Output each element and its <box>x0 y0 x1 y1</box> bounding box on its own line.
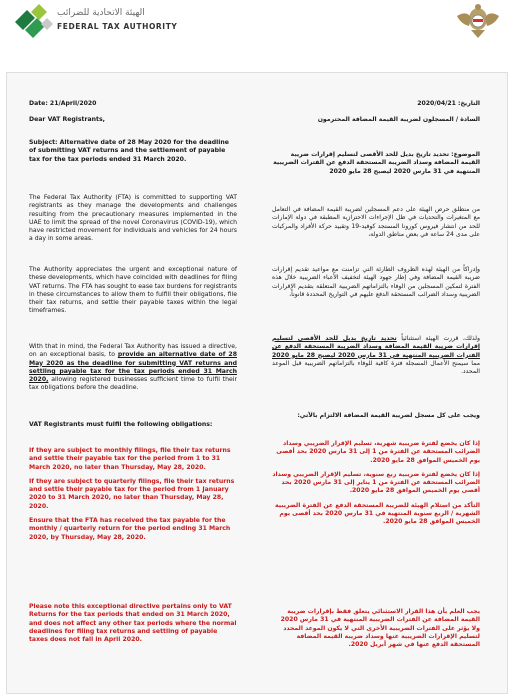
obligation-item-arabic: التأكد من استلام الهيئة للضريبة المستحقة الدفع عن الفترة الضريبية الشهرية / الربع سنوية المنتهية في 31 مارس 2020 بحد أقصى يوم الخميس الموافق 28 مايو 2020. <box>275 501 480 526</box>
obligation-item: If they are subject to monthly filings, file their tax returns and settle their payable tax for the period from 1 to 31 March 2020, no later than Thursday, May 28, 2020. <box>29 447 231 471</box>
obligation-item-arabic: إذا كان يخضع لفترة ضريبية شهرية، تسليم الإقرار الضريبي وسداد الضرائب المستحقة عن الفترة من 1 إلى 31 مارس 2020 بحد أقصى يوم الخميس الموافق 28 مايو 2020. <box>276 440 480 464</box>
exception-note-arabic: يجب العلم بأن هذا القرار الاستثنائي يتعلق فقط بإقرارات ضريبة القيمة المضافة عن الفترات الضريبية المنتهية في 31 مارس 2020 ولا يؤثر على الفترات الضريبية الأخرى التي لا يكون الموعد المحدد لتسليم الإقرارات الضريبية عنها وسداد ضريبة القيمة المضافة المستحقة الدفع عنها في شهر أبريل 2020. <box>280 608 480 649</box>
obligations-title: VAT Registrants must fulfil the following obligations: <box>29 421 213 428</box>
directive-highlight: provide an alternative date of 28 May 2020 as the deadline for submitting VAT returns and settling payable tax for the tax periods ended 31 March 2020, <box>29 351 237 384</box>
fta-logo-mark-icon <box>13 4 53 38</box>
obligation-item: Ensure that the FTA has received the tax payable for the monthly / quarterly return for the period ending 31 March 2020, by Thursday, May 28, 2020. <box>29 517 231 541</box>
paragraph-commitment: The Federal Tax Authority (FTA) is committed to supporting VAT registrants as they manage the developments and challenges resulting from the precautionary measures implemented in the UAE to limit the spread of the novel Coronavirus (COVID-19), which have restricted movement for individuals and vehicles for 24 hours a day in some areas. <box>29 194 237 243</box>
letter-date-arabic: التاريخ: 2020/04/21 <box>417 100 480 107</box>
obligations-list <box>29 447 237 548</box>
obligations-title-arabic: ويجب على كل مسجل لضريبة القيمة المضافة الالتزام بالآتي: <box>297 412 480 419</box>
obligation-item-arabic: إذا كان يخضع لفترة ضريبية ربع سنوية، تسليم الإقرار الضريبي وسداد الضرائب المستحقة عن الفترة من 1 يناير إلى 31 مارس 2020 بحد أقصى يوم الخميس الموافق 28 مايو 2020. <box>272 470 480 495</box>
fta-logo <box>13 4 193 38</box>
salutation-arabic: السادة / المسجلون لضريبة القيمة المضافة المحترمون <box>317 116 480 123</box>
paragraph-directive <box>29 343 237 393</box>
directive-trailing-text: allowing registered businesses sufficient time to fulfil their tax obligations before the deadline. <box>29 376 237 392</box>
uae-emblem-icon <box>453 2 503 42</box>
authority-name-arabic: الهيئة الاتحادية للضرائب <box>57 8 145 18</box>
paragraph-appreciation: The Authority appreciates the urgent and exceptional nature of these developments, which have coincided with deadlines for filing VAT returns. The FTA has sought to ease tax burdens for registrants in these circumstances to allow them to fulfill their obligations, file their tax returns, and settle their payable taxes within the legal timeframes. <box>29 266 237 315</box>
paragraph-commitment-arabic: من منطلق حرص الهيئة على دعم المسجلين لضريبة القيمة المضافة في التعامل مع المتغيرات والتحديات في ظل الإجراءات الاحترازية المطبقة في دولة الإمارات للحد من انتشار فيروس كورونا المستجد كوفيد-19 وتقييد حركة الأفراد والمركبات على مدى 24 ساعة في بعض مناطق الدولة، <box>272 206 480 238</box>
directive-highlight-arabic: تحديد تاريخ بديل للحد الأقصى لتسليم إقرارات ضريبة القيمة المضافة وسداد الضريبة المستحقة الدفع عن الفترات الضريبية المنتهية في 31 مارس 2020 ليصبح 28 مايو 2020 <box>272 335 480 359</box>
directive-lead-text: With that in mind, the Federal Tax Authority has issued a directive, on an exceptional basis, to <box>29 343 237 359</box>
directive-lead-text-arabic: ولذلك، قررت الهيئة استثنائياً <box>396 335 480 342</box>
directive-trailing-text-arabic: مما سيمنح الأعمال المسجلة فترة كافية للوفاء بالتزاماتهم الضريبية قبل الموعد المحدد. <box>272 359 480 376</box>
obligations-list-arabic <box>272 440 480 533</box>
authority-name-english: FEDERAL TAX AUTHORITY <box>57 22 178 31</box>
paragraph-directive-arabic <box>272 335 480 376</box>
subject-line: Subject: Alternative date of 28 May 2020 for the deadline of submitting VAT returns and the settlement of payable tax for the tax periods ended 31 March 2020. <box>29 139 229 163</box>
exception-note: Please note this exceptional directive pertains only to VAT Returns for the tax periods that ended on 31 March 2020, and does not affect any other tax periods where the normal deadlines for filing tax returns and settling of payable taxes does not fall in April 2020. <box>29 603 237 644</box>
subject-line-arabic: الموضوع: تحديد تاريخ بديل للحد الأقصى لتسليم إقرارات ضريبة القيمة المضافة وسداد الضريبة المستحقة الدفع عن الفترات الضريبية المنتهية في 31 مارس 2020 ليصبح 28 مايو 2020 <box>273 151 480 175</box>
letter-date: Date: 21/April/2020 <box>29 100 97 107</box>
obligation-item: If they are subject to quarterly filings, file their tax returns and settle their payable tax for the period from 1 January 2020 to 31 March 2020, no later than Thursday, May 28, 2020. <box>29 477 235 510</box>
salutation: Dear VAT Registrants, <box>29 116 105 123</box>
paragraph-appreciation-arabic: وإدراكاً من الهيئة لهذه الظروف الطارئة التي تزامنت مع مواعيد تقديم إقرارات ضريبة القيمة المضافة وفي إطار جهود الهيئة لتخفيف الأعباء الضريبية خلال هذه الفترة لتمكين المسجلين من الوفاء بالتزاماتهم الضريبية المتعلقة بتقديم الإقرارات الضريبية وسداد الضرائب المستحقة الدفع عليهم في التواريخ المحددة قانوناً، <box>272 266 480 298</box>
